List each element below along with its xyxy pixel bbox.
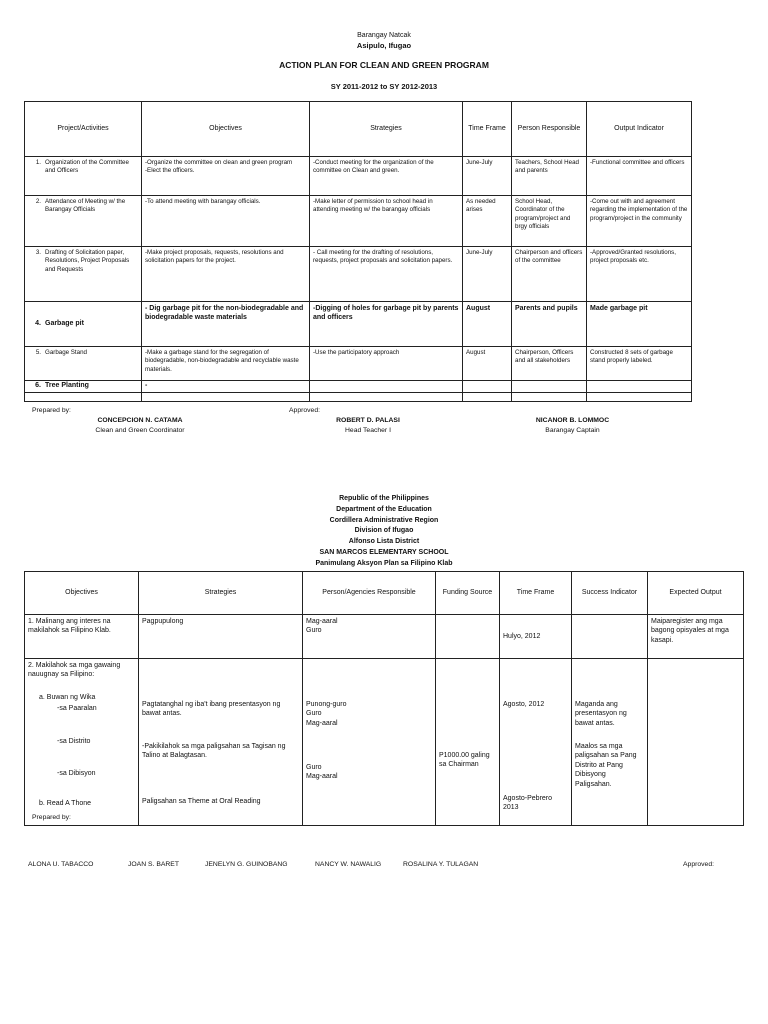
doc2-header-line: Division of Ifugao xyxy=(354,527,414,535)
objective-subitem: -sa Paaralan xyxy=(57,705,97,712)
row-number: 4. xyxy=(35,320,41,328)
doc2-header-line: Republic of the Philippines xyxy=(339,495,429,502)
person-cell xyxy=(303,615,436,659)
time-cell: August xyxy=(463,347,512,381)
strategy-text: Pagtatanghal ng iba't ibang presentasyon ng bawat antas. xyxy=(142,701,281,718)
output-cell xyxy=(648,659,744,826)
objective-subitem: -sa Distrito xyxy=(57,738,91,745)
strategy-cell: Pagpupulong xyxy=(139,615,303,659)
strategy-cell xyxy=(139,659,303,826)
project-text: Garbage Stand xyxy=(45,349,87,356)
table-row xyxy=(25,615,744,659)
strategies-cell: -Make letter of permission to school head in attending meeting w/ the barangay officials xyxy=(310,196,463,247)
objective-cell xyxy=(25,659,139,826)
doc1-header-strategies: Strategies xyxy=(310,102,463,157)
objectives-cell xyxy=(142,157,310,196)
objectives-cell: -Make project proposals, requests, resolutions and solicitation papers for the project. xyxy=(142,247,310,302)
project-cell xyxy=(25,247,142,302)
doc2-header-funding: Funding Source xyxy=(436,572,500,615)
person-cell: School Head, Coordinator of the program/project and brgy officials xyxy=(512,196,587,247)
preparer-name: JENELYN G. GUINOBANG xyxy=(205,861,288,868)
person-cell: Chairperson, Officers and all stakeholders xyxy=(512,347,587,381)
person-cell xyxy=(303,659,436,826)
success-cell xyxy=(572,659,648,826)
preparer-name: ALONA U. TABACCO xyxy=(28,861,94,868)
funding-cell xyxy=(436,659,500,826)
signatory-name: NICANOR B. LOMMOC xyxy=(535,417,610,424)
row-number: 5. xyxy=(35,349,41,356)
signatory-name: CONCEPCION N. CATAMA xyxy=(97,417,183,424)
objective-item: b. Read A Thone xyxy=(39,800,92,807)
person-text: Punong-guro Guro Mag-aaral xyxy=(306,701,347,727)
doc2-header-output: Expected Output xyxy=(648,572,744,615)
objectives-text: -Organize the committee on clean and green program -Elect the officers. xyxy=(145,159,293,175)
preparer-name: NANCY W. NAWALIG xyxy=(315,861,382,868)
doc1-approved-label: Approved: xyxy=(289,407,320,414)
doc1-location: Asipulo, Ifugao xyxy=(356,41,412,50)
output-cell xyxy=(587,381,692,393)
strategies-cell: - Call meeting for the drafting of resolutions, requests, project proposals and solicitation papers. xyxy=(310,247,463,302)
signatory-role: Head Teacher I xyxy=(345,427,391,434)
strategies-cell: -Conduct meeting for the organization of the committee on Clean and green. xyxy=(310,157,463,196)
doc2-header-success: Success Indicator xyxy=(572,572,648,615)
preparer-name: JOAN S. BARET xyxy=(128,861,179,868)
project-text: Organization of the Committee and Officers xyxy=(45,159,129,175)
time-cell xyxy=(500,659,572,826)
project-cell xyxy=(25,157,142,196)
doc2-header-line: Alfonso Lista District xyxy=(348,538,420,546)
objectives-cell: - xyxy=(142,381,310,393)
strategy-text: -Pakikilahok sa mga paligsahan sa Tagisan ng Talino at Balagtasan. xyxy=(142,743,286,760)
project-cell xyxy=(25,196,142,247)
output-cell: Made garbage pit xyxy=(587,302,692,347)
row-number: 3. xyxy=(35,249,41,256)
doc1-prepared-label: Prepared by: xyxy=(32,407,71,414)
time-text: Agosto-Pebrero 2013 xyxy=(503,795,553,812)
time-cell: As needed arises xyxy=(463,196,512,247)
doc2-letterhead xyxy=(0,494,768,570)
objective-subitem: -sa Dibisyon xyxy=(57,770,96,777)
person-text: Guro Mag-aaral xyxy=(306,764,338,781)
doc2-header-line: Department of the Education xyxy=(336,505,432,513)
table-row xyxy=(25,196,692,247)
output-cell: -Come out with and agreement regarding the implementation of the program/project in the community xyxy=(587,196,692,247)
output-cell: -Approved/Granted resolutions, project proposals etc. xyxy=(587,247,692,302)
table-row xyxy=(25,302,692,347)
doc2-header-objectives: Objectives xyxy=(25,572,139,615)
project-cell xyxy=(25,381,142,393)
doc1-header-objectives: Objectives xyxy=(142,102,310,157)
doc2-action-plan-table xyxy=(24,571,744,826)
doc2-prepared-label: Prepared by: xyxy=(32,814,71,821)
project-text: Attendance of Meeting w/ the Barangay Officials xyxy=(45,198,126,214)
objectives-cell: -To attend meeting with barangay officials. xyxy=(142,196,310,247)
table-row xyxy=(25,247,692,302)
signatory-role: Barangay Captain xyxy=(545,427,600,434)
funding-text: P1000.00 galing sa Chairman xyxy=(439,752,490,769)
doc1-header-time-frame: Time Frame xyxy=(463,102,512,157)
success-cell xyxy=(572,615,648,659)
success-text: Maalos sa mga paligsahan sa Pang Distrito at Pang Dibisyong Paligsahan. xyxy=(575,743,637,788)
row-number: 6. xyxy=(35,382,41,389)
doc1-title: ACTION PLAN FOR CLEAN AND GREEN PROGRAM xyxy=(279,60,489,70)
table-row-empty xyxy=(25,393,692,402)
doc1-header-person: Person Responsible xyxy=(512,102,587,157)
table-row xyxy=(25,381,692,393)
project-text: Garbage pit xyxy=(45,320,84,328)
doc1-school-year: SY 2011-2012 to SY 2012-2013 xyxy=(330,82,438,91)
person-cell xyxy=(512,381,587,393)
doc2-header-line: Panimulang Aksyon Plan sa Filipino Klab xyxy=(315,559,453,567)
objectives-cell: - Dig garbage pit for the non-biodegradable and biodegradable waste materials xyxy=(142,302,310,347)
doc2-approved-label: Approved: xyxy=(683,861,714,868)
doc1-barangay: Barangay Natcak xyxy=(357,32,411,39)
project-cell xyxy=(25,302,142,347)
time-cell: August xyxy=(463,302,512,347)
time-cell: June-July xyxy=(463,157,512,196)
row-number: 1. xyxy=(35,159,41,166)
person-cell: Parents and pupils xyxy=(512,302,587,347)
doc2-header-strategies: Strategies xyxy=(139,572,303,615)
table-row xyxy=(25,157,692,196)
person-text: Mag-aaral Guro xyxy=(306,618,338,635)
doc2-header-line: Cordillera Administrative Region xyxy=(329,516,439,524)
signatory-role: Clean and Green Coordinator xyxy=(95,427,185,434)
output-cell: -Functional committee and officers xyxy=(587,157,692,196)
preparer-name: ROSALINA Y. TULAGAN xyxy=(403,861,479,868)
strategy-text: Paligsahan sa Theme at Oral Reading xyxy=(142,798,261,805)
time-cell: June-July xyxy=(463,247,512,302)
doc1-action-plan-table xyxy=(24,101,692,402)
time-cell: Hulyo, 2012 xyxy=(500,615,572,659)
project-text: Tree Planting xyxy=(45,382,89,389)
doc2-header-person: Person/Agencies Responsible xyxy=(303,572,436,615)
doc2-header-time-frame: Time Frame xyxy=(500,572,572,615)
output-cell: Maiparegister ang mga bagong opisyales at mga kasapi. xyxy=(648,615,744,659)
project-text: Drafting of Solicitation paper, Resolutions, Project Proposals and Requests xyxy=(45,249,130,273)
time-text: Agosto, 2012 xyxy=(503,701,545,708)
success-text: Maganda ang presentasyon ng bawat antas. xyxy=(575,701,627,727)
project-cell xyxy=(25,347,142,381)
doc2-header-line: SAN MARCOS ELEMENTARY SCHOOL xyxy=(319,548,449,556)
strategies-cell: -Digging of holes for garbage pit by parents and officers xyxy=(310,302,463,347)
person-cell: Chairperson and officers of the committee xyxy=(512,247,587,302)
doc1-header-output: Output Indicator xyxy=(587,102,692,157)
table-row xyxy=(25,659,744,826)
objective-cell: 1. Malinang ang interes na makilahok sa Filipino Klab. xyxy=(25,615,139,659)
objective-intro: 2. Makilahok sa mga gawaing nauugnay sa Filipino: xyxy=(28,662,121,679)
row-number: 2. xyxy=(35,198,41,205)
person-cell: Teachers, School Head and parents xyxy=(512,157,587,196)
output-cell: Constructed 8 sets of garbage stand properly labeled. xyxy=(587,347,692,381)
objective-item: a. Buwan ng Wika xyxy=(39,694,96,701)
time-cell xyxy=(463,381,512,393)
funding-cell xyxy=(436,615,500,659)
objectives-cell: -Make a garbage stand for the segregation of biodegradable, non-biodegradable and recyclable waste materials. xyxy=(142,347,310,381)
strategies-cell: -Use the participatory approach xyxy=(310,347,463,381)
strategies-cell xyxy=(310,381,463,393)
table-row xyxy=(25,347,692,381)
signatory-name: ROBERT D. PALASI xyxy=(336,417,400,424)
doc1-header-project: Project/Activities xyxy=(25,102,142,157)
